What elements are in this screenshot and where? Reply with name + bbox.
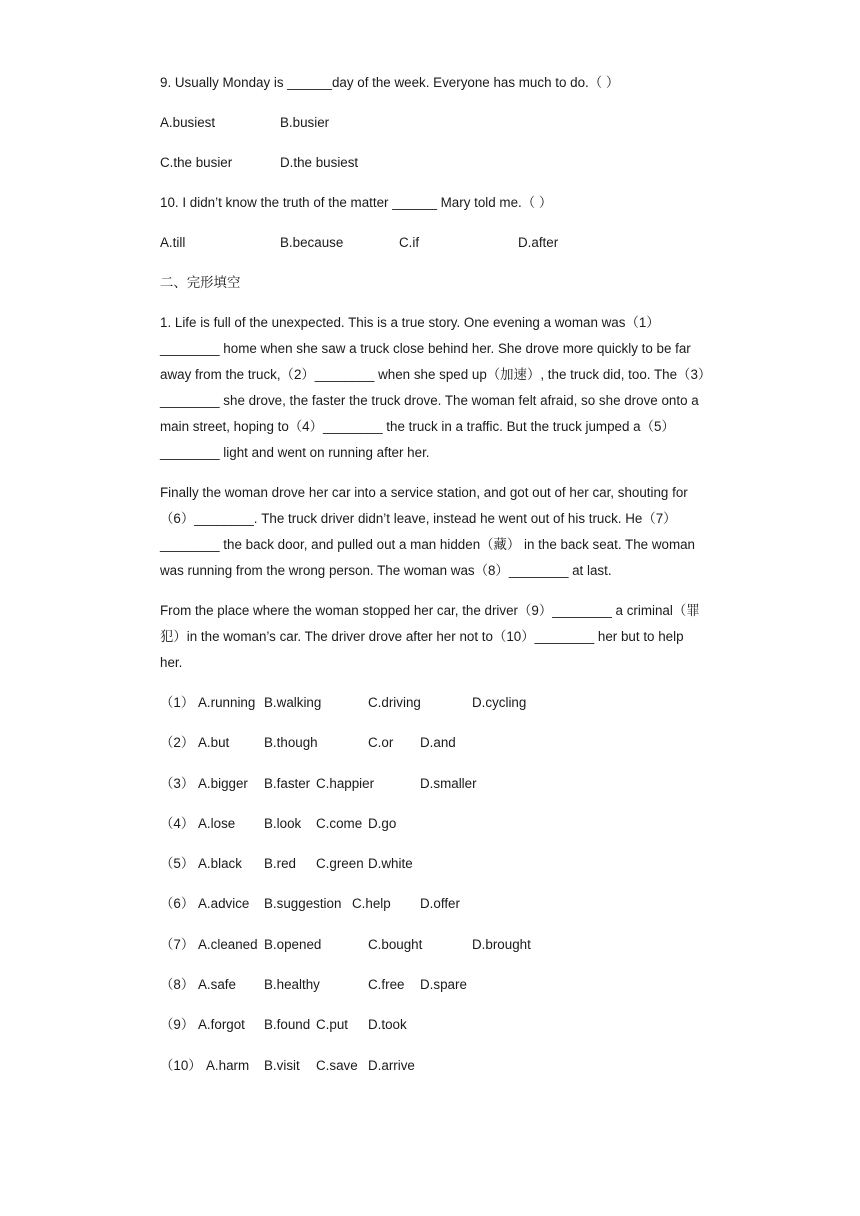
- choice-option-b: B.suggestion: [264, 896, 342, 912]
- choice-option-b: B.red: [264, 856, 297, 872]
- passage-line: （6）________. The truck driver didn’t leave, instead he went out of his truck. He（7）: [160, 511, 677, 526]
- question-10-option-d: D.after: [518, 235, 559, 250]
- choice-option-c: C.put: [316, 1017, 349, 1033]
- choice-option-d: D.and: [420, 735, 456, 751]
- passage-line: ________ the back door, and pulled out a man hidden（藏） in the back seat. The woman: [160, 537, 695, 552]
- question-9-stem: 9. Usually Monday is ______day of the week. Everyone has much to do.（ ）: [160, 75, 620, 90]
- choice-option-b: B.walking: [264, 695, 322, 710]
- choice-row-9: [160, 1012, 750, 1038]
- choice-option-a: A.safe: [198, 977, 236, 993]
- passage-line: From the place where the woman stopped her car, the driver（9）________ a criminal（罪: [160, 603, 700, 618]
- choice-option-d: D.smaller: [420, 775, 477, 791]
- choice-number: （10）: [160, 1057, 202, 1073]
- question-10-option-a: A.till: [160, 235, 186, 250]
- choice-number: （3）: [160, 775, 195, 791]
- question-9-option-c: C.the busier: [160, 155, 233, 170]
- choice-option-c: C.save: [316, 1057, 358, 1073]
- choice-option-d: D.white: [368, 856, 413, 872]
- question-9-option-a: A.busiest: [160, 115, 216, 130]
- choice-number: （7）: [160, 936, 195, 952]
- choice-number: （2）: [160, 735, 195, 751]
- choice-option-c: C.green: [316, 856, 364, 872]
- passage-line: was running from the wrong person. The woman was（8）________ at last.: [160, 563, 612, 578]
- choice-row-2: [160, 730, 750, 756]
- passage-paragraph-1: [160, 310, 750, 466]
- passage-line: ________ she drove, the faster the truck drove. The woman felt afraid, so she drove onto a: [160, 393, 699, 408]
- choice-row-8: [160, 972, 750, 998]
- choice-option-c: C.help: [352, 896, 391, 912]
- choice-number: （4）: [160, 815, 195, 831]
- choice-option-d: D.brought: [472, 936, 531, 952]
- choice-option-b: B.look: [264, 815, 302, 831]
- choice-option-d: D.offer: [420, 896, 460, 912]
- choice-row-5: [160, 851, 750, 877]
- passage-line: 1. Life is full of the unexpected. This is a true story. One evening a woman was（1）: [160, 315, 660, 330]
- question-10-stem: 10. I didn’t know the truth of the matter ______ Mary told me.（ ）: [160, 195, 553, 210]
- choice-row-10: [160, 1053, 750, 1079]
- choice-option-a: A.running: [198, 695, 256, 710]
- choice-option-c: C.come: [316, 815, 363, 831]
- question-10-option-c: C.if: [399, 235, 420, 250]
- choice-row-3: [160, 771, 750, 797]
- choice-option-c: C.happier: [316, 775, 375, 791]
- choice-option-b: B.healthy: [264, 977, 320, 993]
- choice-option-d: D.took: [368, 1017, 407, 1033]
- passage-line: her.: [160, 655, 183, 670]
- question-10-options-row: [160, 230, 750, 256]
- choice-number: （1）: [160, 695, 195, 710]
- question-9-option-d: D.the busiest: [280, 155, 359, 170]
- choice-option-a: A.but: [198, 735, 230, 751]
- passage-line: ________ light and went on running after her.: [160, 445, 430, 460]
- choice-option-d: D.go: [368, 815, 397, 831]
- question-10-option-b: B.because: [280, 235, 344, 250]
- choice-option-a: A.harm: [206, 1057, 250, 1073]
- choice-option-a: A.black: [198, 856, 242, 872]
- passage-line: main street, hoping to（4）________ the truck in a traffic. But the truck jumped a（5）: [160, 419, 675, 434]
- section-title: 二、完形填空: [160, 275, 241, 290]
- choice-option-b: B.found: [264, 1017, 311, 1033]
- choice-option-b: B.though: [264, 735, 318, 751]
- choice-option-d: D.cycling: [472, 695, 527, 710]
- passage-paragraph-2: [160, 480, 750, 584]
- choice-option-d: D.arrive: [368, 1057, 415, 1073]
- choice-option-a: A.forgot: [198, 1017, 245, 1033]
- choice-row-4: [160, 811, 750, 837]
- choice-option-c: C.free: [368, 977, 405, 993]
- choice-number: （6）: [160, 896, 195, 912]
- choice-option-b: B.opened: [264, 936, 322, 952]
- passage-line: ________ home when she saw a truck close behind her. She drove more quickly to be far: [160, 341, 691, 356]
- choice-option-c: C.bought: [368, 936, 423, 952]
- document-page: [160, 70, 750, 1093]
- choice-number: （5）: [160, 856, 195, 872]
- passage-paragraph-3: [160, 598, 750, 676]
- choice-option-b: B.faster: [264, 775, 311, 791]
- choice-number: （9）: [160, 1017, 195, 1033]
- choice-option-b: B.visit: [264, 1057, 300, 1073]
- choice-row-7: [160, 932, 750, 958]
- passage-line: away from the truck,（2）________ when she sped up（加速）, the truck did, too. The（3）: [160, 367, 712, 382]
- choice-row-1: [160, 690, 750, 716]
- choice-option-a: A.bigger: [198, 775, 248, 791]
- question-9-options-row-2: [160, 150, 750, 176]
- choice-option-a: A.lose: [198, 815, 236, 831]
- choice-number: （8）: [160, 977, 195, 993]
- passage-line: 犯）in the woman’s car. The driver drove after her not to（10）________ her but to help: [160, 629, 684, 644]
- choice-option-a: A.cleaned: [198, 936, 258, 952]
- choice-option-c: C.or: [368, 735, 394, 751]
- choice-row-6: [160, 891, 750, 917]
- choice-option-a: A.advice: [198, 896, 250, 912]
- passage-line: Finally the woman drove her car into a service station, and got out of her car, shouting for: [160, 485, 688, 500]
- choice-option-c: C.driving: [368, 695, 421, 710]
- question-9-options-row-1: [160, 110, 750, 136]
- question-9-option-b: B.busier: [280, 115, 330, 130]
- choice-option-d: D.spare: [420, 977, 467, 993]
